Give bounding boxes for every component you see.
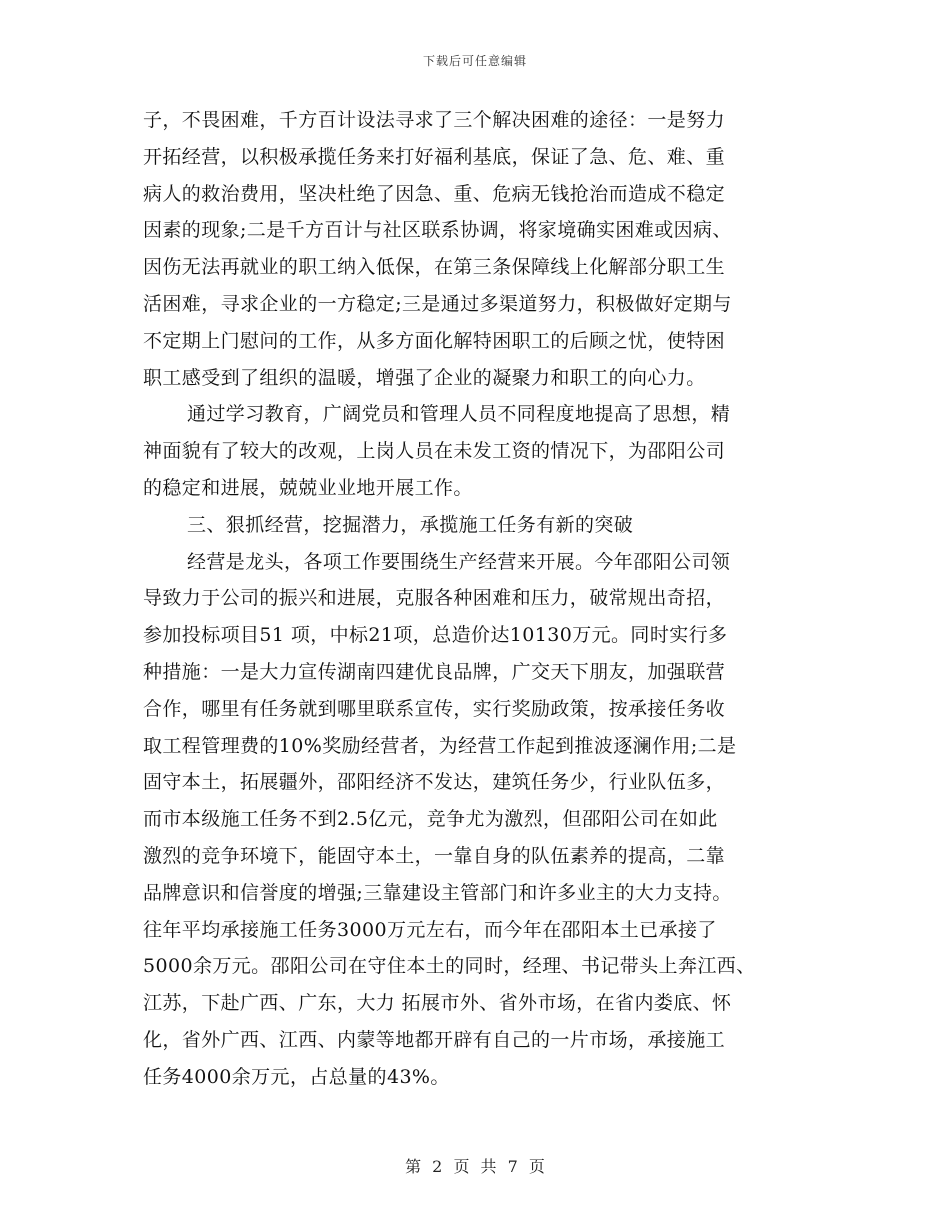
text-line: 因伤无法再就业的职工纳入低保，在第三条保障线上化解部分职工生 (143, 256, 726, 279)
text-line: 不定期上门慰问的工作，从多方面化解特困职工的后顾之忧，使特困 (143, 329, 726, 352)
text-line: 职工感受到了组织的温暖，增强了企业的凝聚力和职工的向心力。 (143, 366, 706, 389)
text-line: 5000余万元。邵阳公司在守住本土的同时，经理、书记带头上奔江西、 (143, 955, 756, 978)
text-line: 激烈的竞争环境下，能固守本土，一靠自身的队伍素养的提高，二靠 (143, 844, 726, 867)
text-line: 任务4000余万元，占总量的43%。 (143, 1065, 450, 1088)
text-line: 化，省外广西、江西、内蒙等地都开辟有自己的一片市场，承接施工 (143, 1028, 726, 1051)
text-line: 因素的现象;二是千方百计与社区联系协调，将家境确实困难或因病、 (143, 219, 732, 242)
text-line: 活困难，寻求企业的一方稳定;三是通过多渠道努力，积极做好定期与 (143, 292, 732, 315)
text-line: 的稳定和进展，兢兢业业地开展工作。 (143, 476, 473, 499)
page-number: 第 2 页 共 7 页 (405, 1157, 545, 1176)
text-line: 固守本土，拓展疆外，邵阳经济不发达，建筑任务少，行业队伍多， (143, 771, 726, 794)
paragraph-start-line: 通过学习教育，广阔党员和管理人员不同程度地提高了思想，精 (187, 403, 731, 426)
text-line: 种措施：一是大力宣传湖南四建优良品牌，广交天下朋友，加强联营 (143, 660, 726, 683)
text-line: 神面貌有了较大的改观，上岗人员在未发工资的情况下，为邵阳公司 (143, 440, 726, 463)
page-header: 下载后可任意编辑 (422, 54, 527, 68)
text-line: 取工程管理费的10%奖励经营者，为经营工作起到推波逐澜作用;二是 (143, 734, 737, 757)
text-line: 合作，哪里有任务就到哪里联系宣传，实行奖励政策，按承接任务收 (143, 697, 726, 720)
text-line: 往年平均承接施工任务3000万元左右，而今年在邵阳本土已承接了 (143, 918, 717, 941)
paragraph-start-line: 经营是龙头，各项工作要围绕生产经营来开展。今年邵阳公司领 (187, 550, 731, 573)
text-line: 参加投标项目51 项，中标21项，总造价达10130万元。同时实行多 (143, 624, 728, 647)
text-line: 品牌意识和信誉度的增强;三靠建设主管部门和许多业主的大力支持。 (143, 881, 732, 904)
text-line: 开拓经营，以积极承揽任务来打好福利基底，保证了急、危、难、重 (143, 145, 726, 168)
document-body (143, 102, 807, 1096)
text-line: 病人的救治费用，坚决杜绝了因急、重、危病无钱抢治而造成不稳定 (143, 182, 726, 205)
text-line: 江苏，下赴广西、广东，大力 拓展市外、省外市场，在省内娄底、怀 (143, 992, 732, 1015)
section-heading: 三、狠抓经营，挖掘潜力，承揽施工任务有新的突破 (187, 513, 634, 536)
text-line: 子，不畏困难，千方百计设法寻求了三个解决困难的途径：一是努力 (143, 109, 726, 131)
text-line: 而市本级施工任务不到2.5亿元，竞争尤为激烈，但邵阳公司在如此 (143, 808, 718, 831)
text-line: 导致力于公司的振兴和进展，克服各种困难和压力，破常规出奇招， (143, 587, 726, 610)
